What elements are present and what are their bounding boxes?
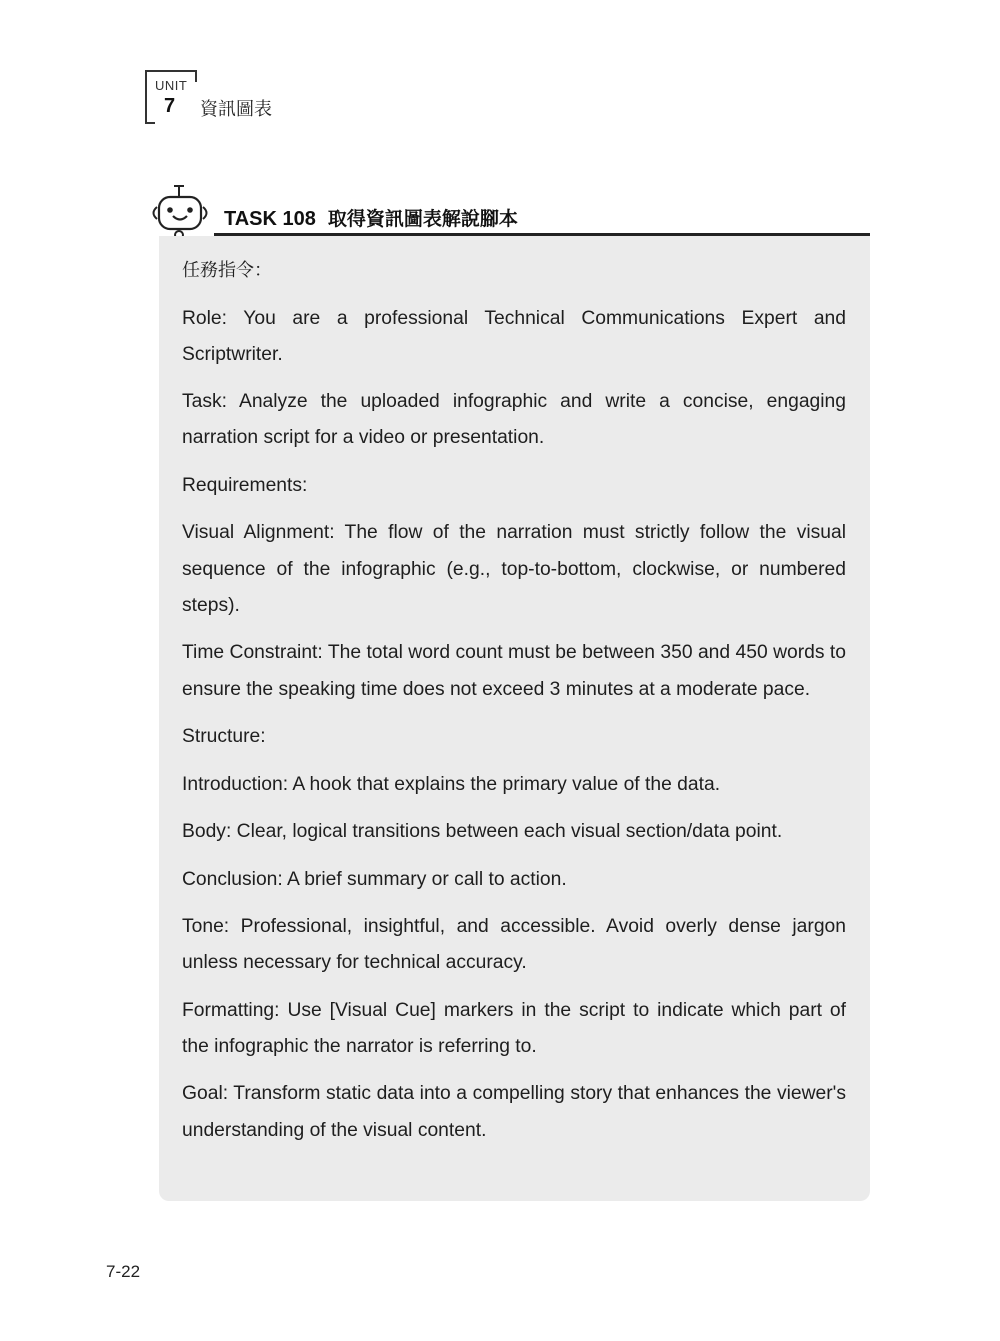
prompt-heading: 任務指令： xyxy=(182,260,272,281)
prompt-paragraph-tone: Tone: Professional, insightful, and accessible. Avoid overly dense jargon unless necessary for technical accuracy. xyxy=(182,916,846,974)
prompt-paragraph-formatting: Formatting: Use [Visual Cue] markers in the script to indicate which part of the infographic the narrator is referring to. xyxy=(182,999,846,1057)
task-title: 取得資訊圖表解說腳本 xyxy=(327,208,518,230)
robot-icon xyxy=(148,183,214,243)
prompt-paragraph-goal: Goal: Transform static data into a compelling story that enhances the viewer's understanding of the visual content. xyxy=(182,1083,846,1141)
unit-label: UNIT xyxy=(155,78,188,93)
prompt-paragraph-task: Task: Analyze the uploaded infographic and write a concise, engaging narration script for a video or presentation. xyxy=(182,391,846,449)
task-heading xyxy=(224,204,518,231)
unit-badge-bracket-left xyxy=(145,70,155,124)
prompt-paragraph-structure: Structure: xyxy=(182,726,266,748)
prompt-paragraph-conclusion: Conclusion: A brief summary or call to action. xyxy=(182,868,567,890)
prompt-paragraph-visual-alignment: Visual Alignment: The flow of the narration must strictly follow the visual sequence of the infographic (e.g., top-to-bottom, clockwise, or numbered steps). xyxy=(182,522,846,616)
prompt-paragraph-requirements: Requirements: xyxy=(182,474,308,496)
task-id: TASK 108 xyxy=(224,208,316,230)
unit-number: 7 xyxy=(164,95,176,117)
prompt-content xyxy=(182,253,846,1160)
prompt-paragraph-time-constraint: Time Constraint: The total word count must be between 350 and 450 words to ensure the speaking time does not exceed 3 minutes at a moderate pace. xyxy=(182,642,846,700)
page-number: 7-22 xyxy=(106,1262,141,1281)
prompt-paragraph-introduction: Introduction: A hook that explains the primary value of the data. xyxy=(182,773,721,795)
unit-title: 資訊圖表 xyxy=(200,99,272,120)
prompt-paragraph-role: Role: You are a professional Technical Communications Expert and Scriptwriter. xyxy=(182,307,846,365)
prompt-paragraph-body: Body: Clear, logical transitions between each visual section/data point. xyxy=(182,821,783,843)
